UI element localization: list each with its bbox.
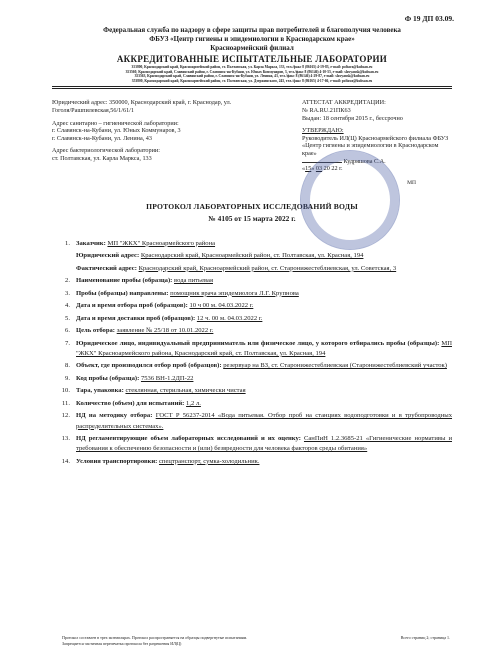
item-value: Краснодарский край, Красноармейский район, ст. Старонижестеблиевская, ул. Советская, 3 xyxy=(138,264,397,272)
item-value: 12 ч. 00 м. 04.03.2022 г. xyxy=(196,314,263,322)
protocol-item xyxy=(52,434,452,454)
item-label: Юридическое лицо, индивидуальный предприниматель или физическое лицо, у которого отбирались пробы (образцы): xyxy=(76,339,440,347)
item-value: СанПиН 1.2.3685-21 «Гигиенические нормативы и требования к обеспечению безопасности и (или) безвредности для человека факторов среды обитания» xyxy=(76,435,452,453)
protocol-item xyxy=(52,239,452,249)
item-number: 11. xyxy=(62,399,70,407)
lab-addresses xyxy=(52,99,242,177)
sanitary-lab-address: Адрес санитарно – гигиенической лаборатории: г. Славянск-на-Кубани, ул. Юных Коммунаров, 3 г. Славянск-на-Кубани, ул. Ленина, 43 xyxy=(52,119,181,142)
item-label: Пробы (образцы) направлены: xyxy=(76,289,169,297)
item-label: Заказчик: xyxy=(76,239,106,247)
address-line: 353800, Краснодарский край, Красноармейский район, ст. Полтавская, ул. Карла Маркса, 133, тел./факс 8 (86165) 4-19-83, e-mail: poltava@kubsan.ru xyxy=(131,65,373,69)
address-approval-section xyxy=(52,99,452,177)
header-divider-thin xyxy=(52,88,452,89)
protocol-item xyxy=(52,339,452,359)
item-number: 1. xyxy=(65,239,70,247)
item-label: НД на методику отбора: xyxy=(76,412,153,420)
protocol-item xyxy=(52,399,452,409)
protocol-item xyxy=(52,314,452,324)
item-label: Количество (объем) для испытаний: xyxy=(76,399,185,407)
item-label: Юридический адрес: xyxy=(76,252,140,260)
bacterio-lab-address: Адрес бактериологической лаборатории: ст. Полтавская, ул. Карла Маркса, 133 xyxy=(52,147,160,162)
item-label: Условия транспортировки: xyxy=(76,457,158,465)
item-number: 12. xyxy=(61,412,70,420)
item-value: помощник врача эпидемиолога Л.Г. Крупнова xyxy=(170,289,299,297)
address-line: 353563, Краснодарский край, Славянский район, г. Славянск-на-Кубани, ул. Ленина, 43, тел./факс 8 (86146) 4-29-87, e-mail: slavyansk@kubsan.ru xyxy=(134,74,370,79)
approval-date: «15» 03 20 22 г. xyxy=(302,165,343,173)
item-value: 1,2 л. xyxy=(186,399,201,407)
lab-title: АККРЕДИТОВАННЫЕ ИСПЫТАТЕЛЬНЫЕ ЛАБОРАТОРИИ xyxy=(116,54,388,64)
form-code: Ф 19 ДП 03.09. xyxy=(404,14,454,23)
item-value: 10 ч 00 м. 04.03.2022 г. xyxy=(189,302,254,310)
accreditation-certificate: АТТЕСТАТ АККРЕДИТАЦИИ: № RA.RU.21ПК63 Выдан: 18 сентября 2015 г., бессрочно xyxy=(302,99,403,122)
item-number: 14. xyxy=(61,457,70,465)
item-value: ГОСТ Р 56237-2014 «Вода питьевая. Отбор проб на станциях водоподготовки и в трубопроводных распределительных системах». xyxy=(76,412,453,430)
protocol-item xyxy=(52,457,452,467)
item-number: 9. xyxy=(65,374,70,382)
address-line: 353800, Краснодарский край, Красноармейский район, ст. Полтавская, ул. Дзержинского, 245, тел./факс 8 (86165) 4-17-66, e-mail: poltava@kubsan.ru xyxy=(131,78,373,83)
item-label: Фактический адрес: xyxy=(76,264,137,272)
item-value: стеклянная, стерильная, химически чистая xyxy=(125,387,246,395)
item-number: 6. xyxy=(65,327,70,335)
protocol-item xyxy=(52,361,452,371)
item-value: резервуар на ВЗ, ст. Старонижестеблиевская (Старонижестеблиевский участок) xyxy=(223,362,447,370)
item-label: Объект, где производился отбор проб (образцов): xyxy=(76,362,222,370)
protocol-item xyxy=(52,251,452,261)
agency-name: Федеральная служба по надзору в сфере защиты прав потребителей и благополучия человека xyxy=(103,26,401,34)
item-number: 10. xyxy=(61,387,70,395)
legal-address: Юридический адрес: 350000, Краснодарский край, г. Краснодар, ул. Гоголя/Рашпилевская,56/1/61/1 xyxy=(52,99,232,114)
item-value: МП "ЖКХ" Красноармейского района xyxy=(107,239,216,247)
letterhead xyxy=(52,26,452,89)
item-label: Дата и время отбора проб (образцов): xyxy=(76,302,188,310)
item-label: Тара, упаковка: xyxy=(76,387,124,395)
item-number xyxy=(52,264,76,274)
item-number: 3. xyxy=(65,289,70,297)
footer: Протокол составлен в трех экземплярах. Протокол распространяется на образцы подвергнутые испытаниям. Всего страниц 2; страница 1. Запрещается частичная перепечатка протокола без разрешения ИЛ(Ц) xyxy=(62,635,450,646)
item-number: 8. xyxy=(65,362,70,370)
protocol-item xyxy=(52,411,452,431)
item-number: 2. xyxy=(65,277,70,285)
item-number: 4. xyxy=(65,302,70,310)
item-label: Цель отбора: xyxy=(76,327,116,335)
page-count: Всего страниц 2; страница 1. xyxy=(400,635,450,640)
item-label: Код пробы (образца): xyxy=(76,374,140,382)
item-number: 13. xyxy=(61,435,70,443)
stamp-seal-icon xyxy=(300,150,400,250)
item-value: спецтранспорт, сумка-холодильник. xyxy=(159,457,260,465)
item-label: Дата и время доставки проб (образцов): xyxy=(76,314,196,322)
organization-name: ФБУЗ «Центр гигиены и эпидемиологии в Краснодарском крае» xyxy=(149,35,355,43)
item-number xyxy=(52,251,76,261)
item-value: заявление № 25/18 от 10.01.2022 г. xyxy=(116,327,214,335)
protocol-item xyxy=(52,326,452,336)
protocol-title: ПРОТОКОЛ ЛАБОРАТОРНЫХ ИССЛЕДОВАНИЙ ВОДЫ № 4105 от 15 марта 2022 г. xyxy=(146,201,358,223)
protocol-items xyxy=(52,239,452,467)
protocol-item xyxy=(52,374,452,384)
item-number: 7. xyxy=(65,339,70,347)
item-label: НД регламентирующие объем лабораторных исследований и их оценку: xyxy=(76,435,301,443)
item-value: 7536 ВН-1.2ДП-22 xyxy=(140,374,194,382)
protocol-item xyxy=(52,386,452,396)
approval-block: УТВЕРЖДАЮ: Руководитель ИЛ(Ц) Красноармейского филиала ФБУЗ «Центр гигиены и эпидемиологии в Краснодарском крае» Кудряшова С.А. «15» 03 20 22 г. xyxy=(302,127,452,173)
protocol-item xyxy=(52,289,452,299)
header-divider xyxy=(52,86,452,87)
item-number: 5. xyxy=(65,314,70,322)
approver-name: Кудряшова С.А. xyxy=(343,157,386,165)
item-value: МП "ЖКХ" Красноармейского района, Краснодарский край, ст. Полтавская, ул. Красная, 194 xyxy=(76,339,452,357)
protocol-item xyxy=(52,264,452,274)
address-line: 353560, Краснодарский край, Славянский район, г. Славянск-на-Кубани, ул. Юных Коммунаров, 3, тел./факс 8 (86146) 4-10-55, e-mail: slavyansk@kubsan.ru xyxy=(125,69,379,74)
protocol-item xyxy=(52,301,452,311)
stamp-place-label: МП xyxy=(407,179,416,186)
item-label: Наименование пробы (образца): xyxy=(76,277,173,285)
item-value: вода питьевая xyxy=(174,277,213,285)
item-value: Краснодарский край, Красноармейский район, ст. Полтавская, ул. Красная, 194 xyxy=(140,252,364,260)
branch-name: Красноармейский филиал xyxy=(210,44,294,52)
protocol-item xyxy=(52,276,452,286)
